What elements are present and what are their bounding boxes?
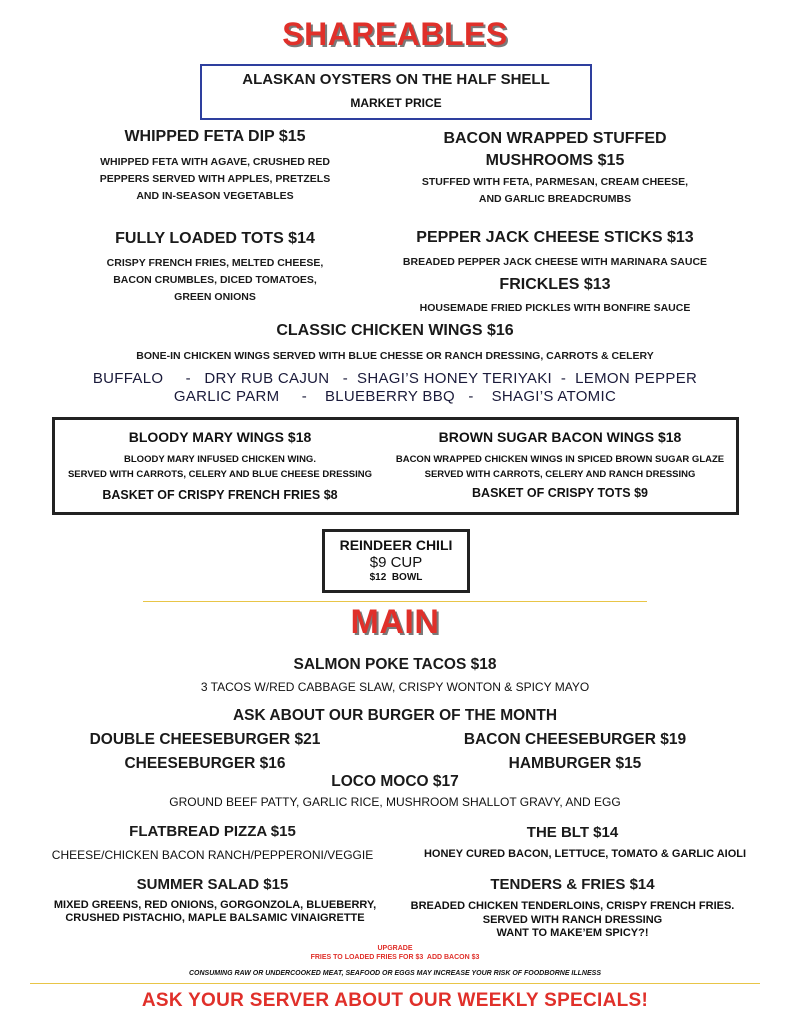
flatbread-desc: CHEESE/CHICKEN BACON RANCH/PEPPERONI/VEGGIE (51, 848, 374, 862)
upgrade-desc: FRIES TO LOADED FRIES FOR $3 ADD BACON $3 (310, 954, 480, 961)
brown-sugar-name: BROWN SUGAR BACON WINGS $18 (438, 429, 682, 445)
bacon-cheeseburger: BACON CHEESEBURGER $19 (463, 731, 687, 748)
loco-moco-name: LOCO MOCO $17 (331, 773, 459, 790)
tots-name: FULLY LOADED TOTS $14 (115, 230, 315, 247)
bloody-mary-desc: BLOODY MARY INFUSED CHICKEN WING. SERVED WITH CARROTS, CELERY AND BLUE CHEESE DRESSING (67, 454, 373, 480)
flatbread-name: FLATBREAD PIZZA $15 (129, 823, 296, 840)
tenders-spicy: WANT TO MAKE’EM SPICY?! (496, 927, 649, 939)
basket-tots: BASKET OF CRISPY TOTS $9 (472, 486, 648, 500)
shareables-title: SHAREABLES (282, 16, 508, 52)
mushrooms-desc: STUFFED WITH FETA, PARMESAN, CREAM CHEESE, AND GARLIC BREADCRUMBS (421, 176, 689, 205)
brown-sugar-desc: BACON WRAPPED CHICKEN WINGS IN SPICED BROWN SUGAR GLAZE SERVED WITH CARROTS, CELERY AND RANCH DRESSING (395, 454, 725, 480)
chili-box (322, 529, 470, 593)
wings-desc: BONE-IN CHICKEN WINGS SERVED WITH BLUE CHESSE OR RANCH DRESSING, CARROTS & CELERY (136, 350, 654, 362)
double-cheeseburger: DOUBLE CHEESEBURGER $21 (89, 731, 321, 748)
mushrooms-name: BACON WRAPPED STUFFED MUSHROOMS $15 (443, 130, 667, 169)
cheese-sticks-name: PEPPER JACK CHEESE STICKS $13 (416, 229, 694, 246)
hamburger: HAMBURGER $15 (508, 755, 642, 772)
feta-desc: WHIPPED FETA WITH AGAVE, CRUSHED RED PEPPERS SERVED WITH APPLES, PRETZELS AND IN-SEASON VEGETABLES (99, 156, 331, 202)
salad-desc: MIXED GREENS, RED ONIONS, GORGONZOLA, BLUEBERRY, CRUSHED PISTACHIO, MAPLE BALSAMIC VINAIGRETTE (53, 899, 377, 924)
basket-fries: BASKET OF CRISPY FRENCH FRIES $8 (102, 488, 338, 502)
upgrade-title: UPGRADE (377, 945, 413, 952)
bloody-mary-name: BLOODY MARY WINGS $18 (128, 429, 312, 445)
poke-desc: 3 TACOS W/RED CABBAGE SLAW, CRISPY WONTON & SPICY MAYO (200, 680, 590, 694)
oysters-name: ALASKAN OYSTERS ON THE HALF SHELL (242, 71, 550, 88)
wings-name: CLASSIC CHICKEN WINGS $16 (276, 322, 514, 339)
specials-wings-box (52, 417, 739, 515)
burger-month: ASK ABOUT OUR BURGER OF THE MONTH (232, 707, 558, 724)
feta-name: WHIPPED FETA DIP $15 (124, 128, 306, 145)
chili-name: REINDEER CHILI (339, 537, 453, 553)
wings-flavors-line1: BUFFALO - DRY RUB CAJUN - SHAGI’S HONEY TERIYAKI - LEMON PEPPER (92, 370, 698, 387)
divider-top (143, 601, 647, 602)
divider-bottom (30, 983, 760, 984)
cheeseburger: CHEESEBURGER $16 (124, 755, 286, 772)
salad-name: SUMMER SALAD $15 (136, 876, 289, 893)
foodborne-warning: CONSUMING RAW OR UNDERCOOKED MEAT, SEAFOOD OR EGGS MAY INCREASE YOUR RISK OF FOODBORNE ILLNESS (189, 970, 601, 977)
loco-moco-desc: GROUND BEEF PATTY, GARLIC RICE, MUSHROOM SHALLOT GRAVY, AND EGG (169, 795, 621, 809)
chili-cup: $9 CUP (369, 554, 423, 571)
cheese-sticks-desc: BREADED PEPPER JACK CHEESE WITH MARINARA SAUCE (402, 256, 708, 268)
oysters-price: MARKET PRICE (350, 96, 442, 110)
frickles-desc: HOUSEMADE FRIED PICKLES WITH BONFIRE SAUCE (419, 302, 691, 314)
weekly-specials: ASK YOUR SERVER ABOUT OUR WEEKLY SPECIALS! (141, 990, 649, 1011)
tenders-name: TENDERS & FRIES $14 (490, 876, 655, 893)
frickles-name: FRICKLES $13 (499, 276, 611, 293)
oysters-box (200, 64, 592, 120)
wings-flavors-line2: GARLIC PARM - BLUEBERRY BBQ - SHAGI’S ATOMIC (173, 388, 617, 405)
main-title: MAIN (350, 603, 440, 641)
blt-name: THE BLT $14 (526, 824, 619, 841)
tenders-desc: BREADED CHICKEN TENDERLOINS, CRISPY FRENCH FRIES. SERVED WITH RANCH DRESSING (410, 900, 735, 926)
tots-desc: CRISPY FRENCH FRIES, MELTED CHEESE, BACON CRUMBLES, DICED TOMATOES, GREEN ONIONS (106, 257, 324, 303)
chili-bowl: $12 BOWL (369, 572, 423, 583)
poke-name: SALMON POKE TACOS $18 (293, 656, 497, 673)
blt-desc: HONEY CURED BACON, LETTUCE, TOMATO & GARLIC AIOLI (423, 848, 747, 860)
